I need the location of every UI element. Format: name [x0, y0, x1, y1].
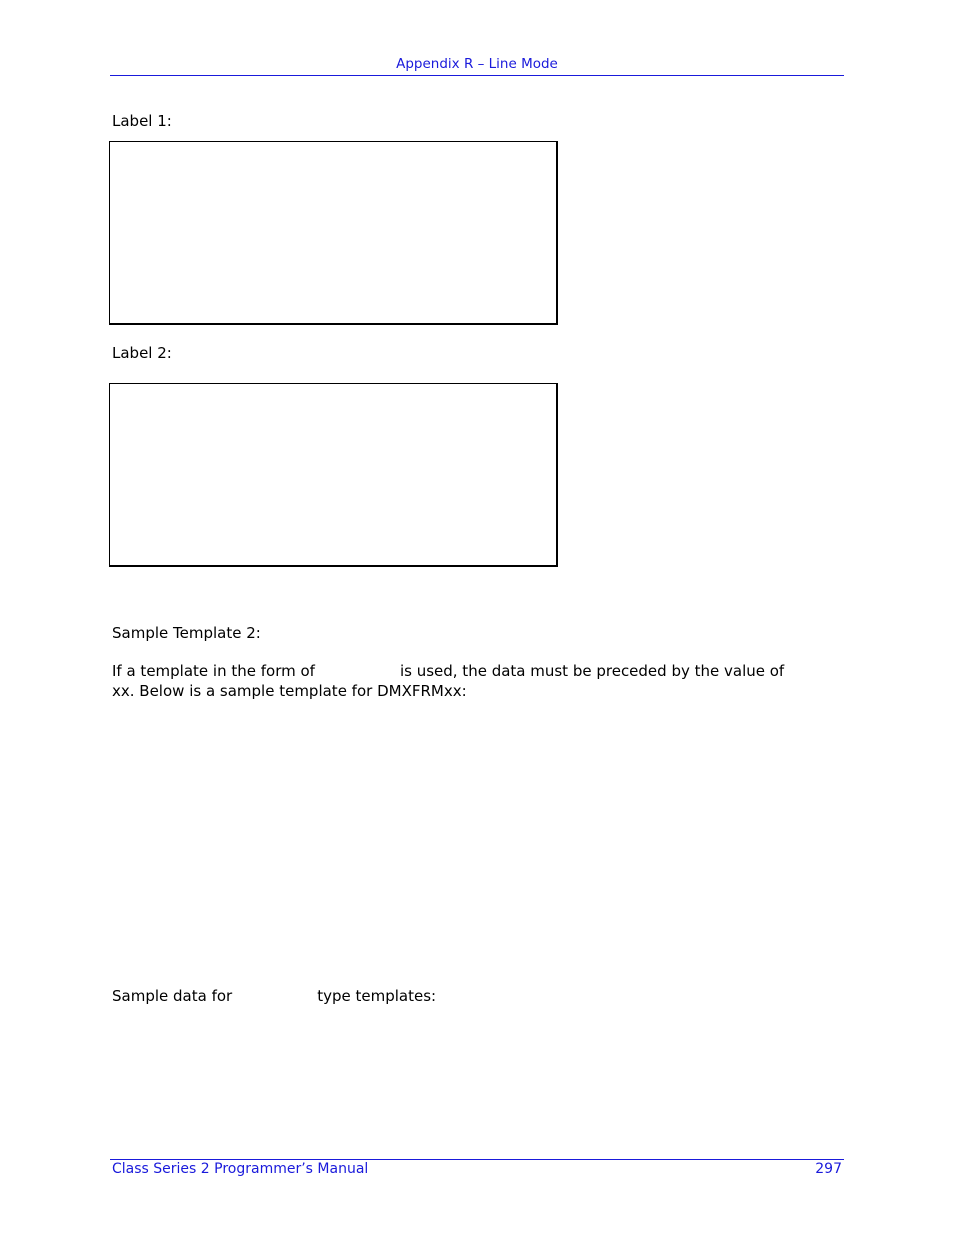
label-2-box — [109, 383, 558, 567]
label-1-caption: Label 1: — [112, 112, 172, 130]
label-1-box — [109, 141, 558, 325]
sample-data-start: Sample data for — [112, 987, 233, 1005]
paragraph-line-1 — [112, 661, 784, 681]
paragraph-line-1-start: If a template in the form of — [112, 662, 315, 680]
sample-data-end: type templates: — [317, 987, 437, 1005]
paragraph-line-2: xx. Below is a sample template for DMXFRMxx: — [112, 682, 467, 700]
header-title: Appendix R – Line Mode — [396, 56, 558, 72]
footer-rule — [110, 1159, 844, 1160]
header-rule — [110, 75, 844, 76]
sample-data-line — [112, 986, 436, 1006]
footer-page-number: 297 — [815, 1161, 842, 1177]
label-2-caption: Label 2: — [112, 344, 172, 362]
paragraph-line-1-end: is used, the data must be preceded by the value of — [399, 662, 785, 680]
footer-manual-title: Class Series 2 Programmer’s Manual — [112, 1161, 369, 1177]
section-heading: Sample Template 2: — [112, 624, 261, 642]
